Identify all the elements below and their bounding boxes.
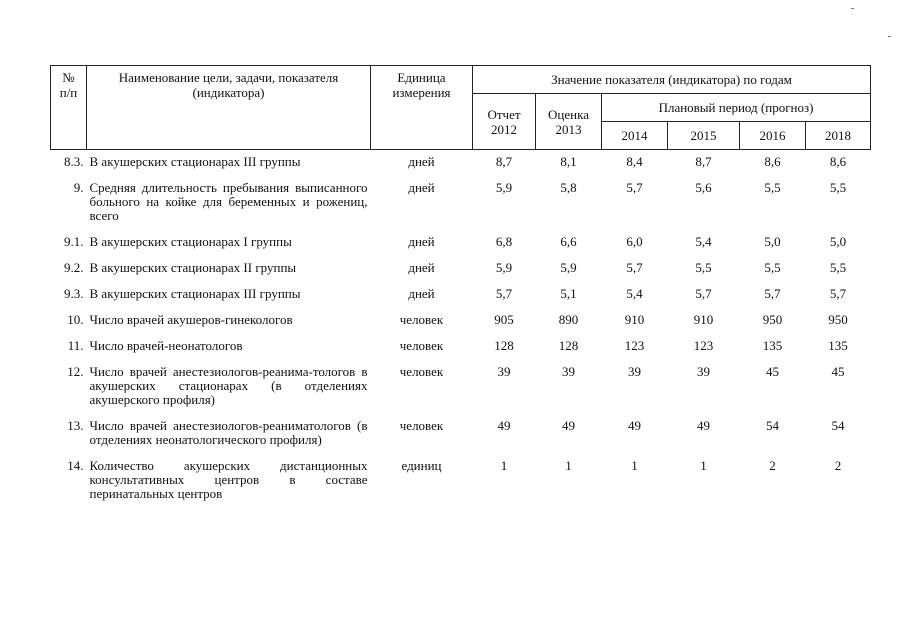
value-cell: 54 bbox=[831, 418, 845, 433]
value-cell: 5,9 bbox=[560, 260, 577, 275]
table-body bbox=[51, 150, 871, 509]
value-cell: 6,6 bbox=[560, 234, 577, 249]
value-cell: 5,9 bbox=[495, 180, 513, 195]
value-cell: 905 bbox=[494, 312, 514, 327]
value-cell: 39 bbox=[628, 364, 641, 379]
table-row bbox=[51, 150, 871, 177]
value-cell: 6,8 bbox=[495, 234, 513, 249]
value-cell: 128 bbox=[494, 338, 514, 353]
value-cell: 54 bbox=[766, 418, 779, 433]
indicator-name: В акушерских стационарах I группы bbox=[89, 234, 292, 249]
table-row bbox=[51, 308, 871, 334]
value-cell: 5,0 bbox=[829, 234, 847, 249]
value-cell: 950 bbox=[762, 312, 783, 327]
unit-cell: дней bbox=[408, 286, 435, 301]
header-name: Наименование цели, задачи, показателя (индикатора) bbox=[87, 66, 371, 150]
table-row bbox=[51, 282, 871, 308]
value-cell: 8,1 bbox=[560, 154, 577, 169]
value-cell: 5,7 bbox=[764, 286, 781, 301]
value-cell: 5,5 bbox=[764, 260, 781, 275]
header-year: 2016 bbox=[740, 122, 806, 150]
indicator-name: В акушерских стационарах II группы bbox=[89, 260, 297, 275]
indicator-name: Число врачей анестезиологов-реанима-тологов в акушерских стационарах (в отделениях акушерского профиля) bbox=[89, 364, 368, 407]
value-cell: 5,1 bbox=[560, 286, 577, 301]
indicator-name: В акушерских стационарах III группы bbox=[89, 286, 301, 301]
value-cell: 5,7 bbox=[695, 286, 712, 301]
unit-cell: человек bbox=[399, 312, 444, 327]
value-cell: 123 bbox=[693, 338, 714, 353]
indicator-name: Число врачей анестезиологов-реаниматологов (в отделениях неонатологического профиля) bbox=[89, 418, 368, 447]
value-cell: 123 bbox=[624, 338, 645, 353]
value-cell: 5,4 bbox=[626, 286, 643, 301]
value-cell: 1 bbox=[700, 458, 707, 473]
header-report-2012: Отчет 2012 bbox=[473, 94, 536, 150]
table-row bbox=[51, 414, 871, 454]
value-cell: 135 bbox=[828, 338, 848, 353]
value-cell: 45 bbox=[766, 364, 779, 379]
indicator-name: Число врачей-неонатологов bbox=[89, 338, 243, 353]
value-cell: 910 bbox=[624, 312, 645, 327]
value-cell: 8,7 bbox=[695, 154, 712, 169]
value-cell: 5,8 bbox=[560, 180, 577, 195]
value-cell: 45 bbox=[831, 364, 845, 379]
value-cell: 5,7 bbox=[829, 286, 847, 301]
row-number: 8.3. bbox=[64, 154, 84, 169]
indicator-name: В акушерских стационарах III группы bbox=[89, 154, 301, 169]
row-number: 9.3. bbox=[64, 286, 84, 301]
value-cell: 5,9 bbox=[495, 260, 513, 275]
value-cell: 135 bbox=[762, 338, 783, 353]
value-cell: 5,7 bbox=[495, 286, 513, 301]
value-cell: 8,6 bbox=[829, 154, 847, 169]
value-cell: 8,6 bbox=[764, 154, 781, 169]
row-number: 12. bbox=[67, 364, 84, 379]
value-cell: 890 bbox=[558, 312, 579, 327]
header-plan-period: Плановый период (прогноз) bbox=[602, 94, 871, 122]
table-row bbox=[51, 230, 871, 256]
unit-cell: дней bbox=[408, 260, 435, 275]
header-estimate-2013: Оценка 2013 bbox=[536, 94, 602, 150]
value-cell: 39 bbox=[562, 364, 575, 379]
table-row bbox=[51, 334, 871, 360]
value-cell: 39 bbox=[697, 364, 710, 379]
value-cell: 5,7 bbox=[626, 260, 643, 275]
value-cell: 910 bbox=[693, 312, 714, 327]
scan-speck bbox=[851, 8, 854, 9]
unit-cell: человек bbox=[399, 338, 444, 353]
row-number: 9.1. bbox=[64, 234, 84, 249]
value-cell: 5,6 bbox=[695, 180, 712, 195]
indicator-name: Число врачей акушеров-гинекологов bbox=[89, 312, 293, 327]
row-number: 14. bbox=[67, 458, 84, 473]
value-cell: 2 bbox=[834, 458, 842, 473]
value-cell: 8,4 bbox=[626, 154, 643, 169]
value-cell: 950 bbox=[828, 312, 848, 327]
table-row bbox=[51, 454, 871, 508]
value-cell: 5,5 bbox=[764, 180, 781, 195]
unit-cell: человек bbox=[399, 418, 444, 433]
value-cell: 2 bbox=[769, 458, 776, 473]
value-cell: 1 bbox=[500, 458, 508, 473]
scan-speck bbox=[888, 36, 891, 37]
row-number: 11. bbox=[67, 338, 84, 353]
header-year: 2014 bbox=[602, 122, 668, 150]
value-cell: 39 bbox=[497, 364, 511, 379]
value-cell: 49 bbox=[497, 418, 511, 433]
unit-cell: человек bbox=[399, 364, 444, 379]
value-cell: 5,4 bbox=[695, 234, 712, 249]
table-row bbox=[51, 360, 871, 414]
value-cell: 49 bbox=[697, 418, 710, 433]
value-cell: 5,5 bbox=[695, 260, 712, 275]
value-cell: 6,0 bbox=[626, 234, 643, 249]
indicators-table bbox=[50, 65, 871, 508]
row-number: 9.2. bbox=[64, 260, 84, 275]
unit-cell: дней bbox=[408, 180, 435, 195]
table-header bbox=[51, 66, 871, 150]
header-values-group: Значение показателя (индикатора) по годам bbox=[473, 66, 871, 94]
value-cell: 5,5 bbox=[829, 180, 847, 195]
header-year: 2018 bbox=[806, 122, 871, 150]
value-cell: 8,7 bbox=[495, 154, 513, 169]
header-year: 2015 bbox=[668, 122, 740, 150]
header-num: № п/п bbox=[51, 66, 87, 150]
value-cell: 5,5 bbox=[829, 260, 847, 275]
table-row bbox=[51, 256, 871, 282]
value-cell: 128 bbox=[558, 338, 579, 353]
indicator-name: Средняя длительность пребывания выписанного больного на койке для беременных и рожениц, всего bbox=[89, 180, 368, 223]
value-cell: 49 bbox=[562, 418, 575, 433]
row-number: 9. bbox=[73, 180, 84, 195]
row-number: 13. bbox=[67, 418, 84, 433]
row-number: 10. bbox=[67, 312, 84, 327]
unit-cell: дней bbox=[408, 154, 435, 169]
unit-cell: единиц bbox=[401, 458, 442, 473]
value-cell: 5,7 bbox=[626, 180, 643, 195]
value-cell: 1 bbox=[631, 458, 638, 473]
value-cell: 1 bbox=[565, 458, 572, 473]
table-row bbox=[51, 176, 871, 230]
value-cell: 5,0 bbox=[764, 234, 781, 249]
value-cell: 49 bbox=[628, 418, 641, 433]
unit-cell: дней bbox=[408, 234, 435, 249]
indicator-name: Количество акушерских дистанционных консультативных центров в составе перинатальных центров bbox=[89, 458, 368, 501]
header-unit: Единица измерения bbox=[371, 66, 473, 150]
